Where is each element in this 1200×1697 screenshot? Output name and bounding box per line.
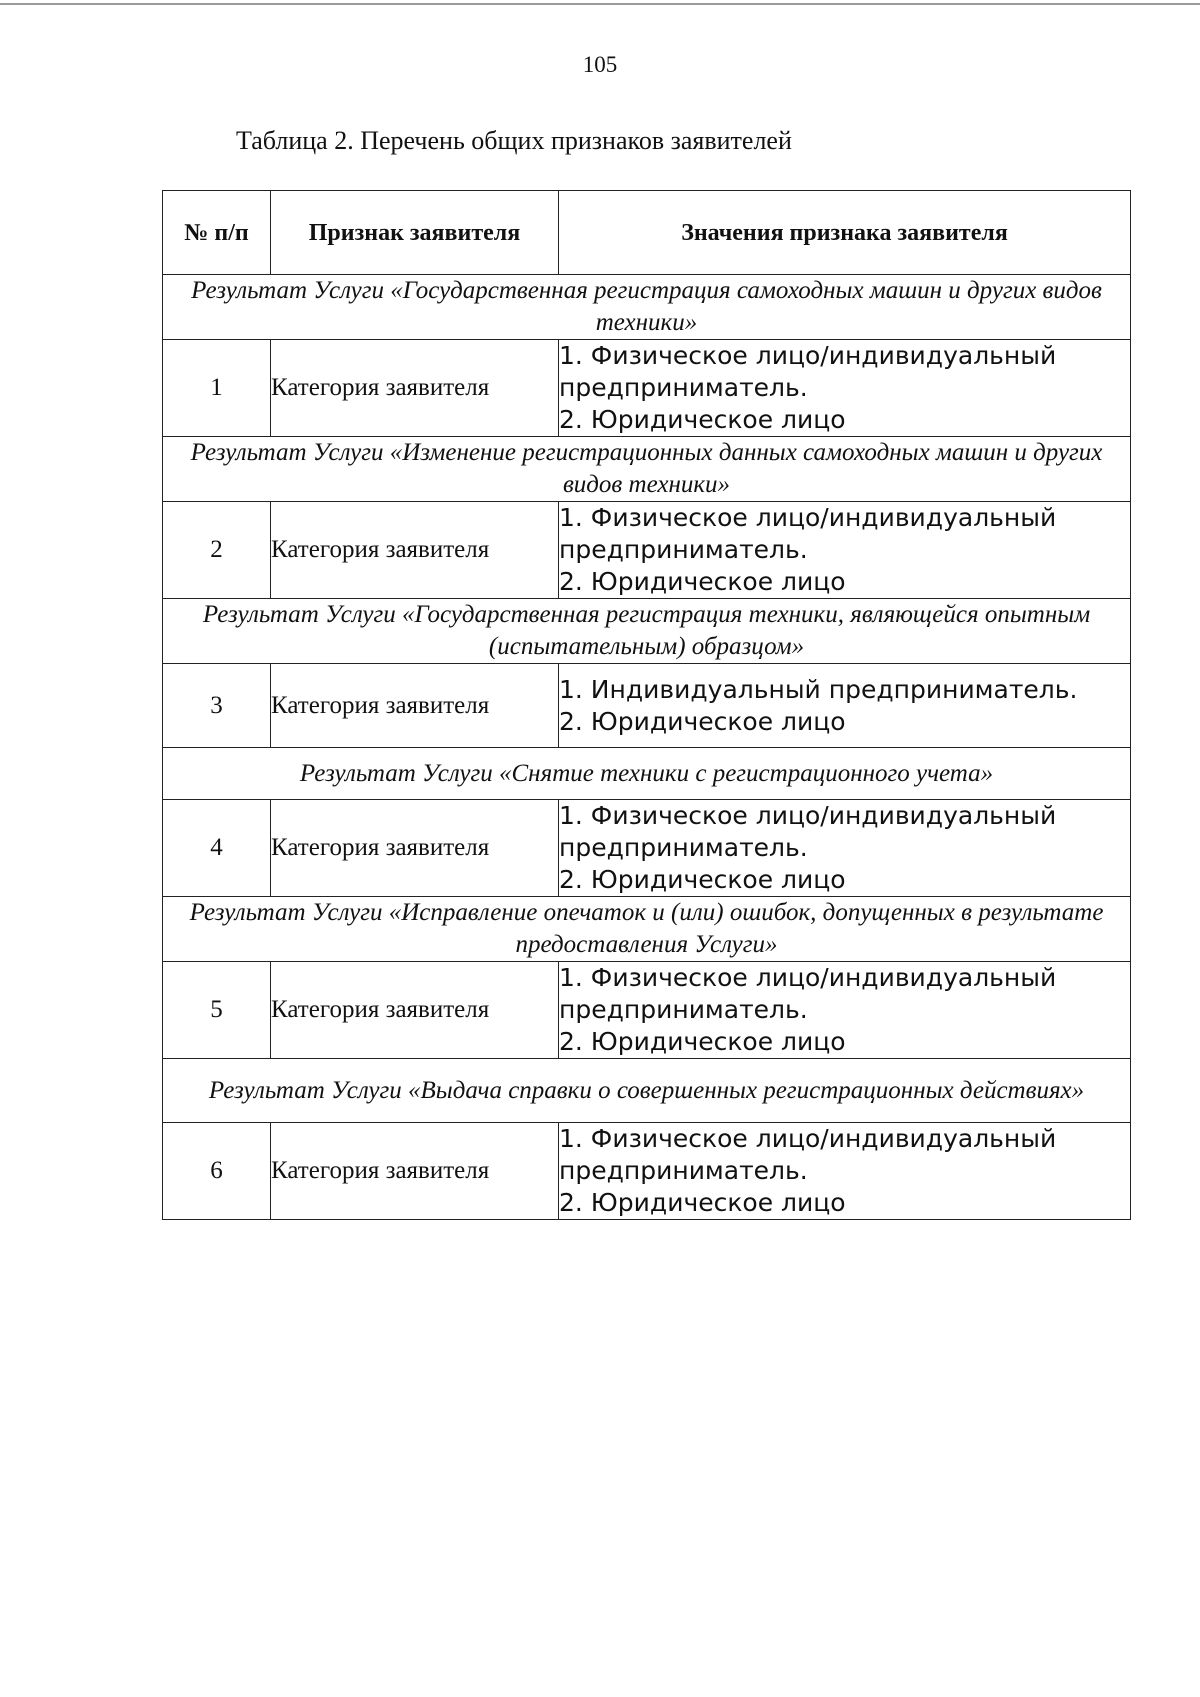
- value-line: 1. Индивидуальный предприниматель.: [559, 674, 1078, 704]
- row-number: 5: [163, 962, 271, 1059]
- row-number: 1: [163, 340, 271, 437]
- section-title-row: [163, 1059, 1131, 1123]
- row-number: 6: [163, 1123, 271, 1220]
- value-line: 2. Юридическое лицо: [559, 405, 846, 434]
- section-title-row: [163, 437, 1131, 502]
- row-values: [559, 664, 1131, 748]
- section-title: Результат Услуги «Государственная регистрация самоходных машин и других видов техники»: [163, 275, 1131, 340]
- section-title-row: [163, 275, 1131, 340]
- header-num: № п/п: [163, 191, 271, 275]
- row-number: 3: [163, 664, 271, 748]
- row-attribute: Категория заявителя: [271, 502, 559, 599]
- row-values: [559, 1123, 1131, 1220]
- row-attribute: Категория заявителя: [271, 800, 559, 897]
- row-values: [559, 340, 1131, 437]
- table-row: [163, 1123, 1131, 1220]
- value-line: 1. Физическое лицо/индивидуальный: [559, 503, 1057, 532]
- table-row: [163, 664, 1131, 748]
- value-line: 1. Физическое лицо/индивидуальный: [559, 341, 1057, 370]
- row-attribute: Категория заявителя: [271, 664, 559, 748]
- header-attribute: Признак заявителя: [271, 191, 559, 275]
- value-line: 2. Юридическое лицо: [559, 1188, 846, 1217]
- section-title: Результат Услуги «Выдача справки о совершенных регистрационных действиях»: [163, 1059, 1131, 1123]
- value-line: 2. Юридическое лицо: [559, 865, 846, 894]
- section-title: Результат Услуги «Государственная регистрация техники, являющейся опытным (испытательным) образцом»: [163, 599, 1131, 664]
- page-number: 105: [582, 52, 618, 77]
- value-line: 2. Юридическое лицо: [559, 706, 846, 736]
- section-title-row: [163, 897, 1131, 962]
- applicant-attributes-table: [162, 190, 1131, 1220]
- section-title: Результат Услуги «Изменение регистрационных данных самоходных машин и других видов техники»: [163, 437, 1131, 502]
- row-attribute: Категория заявителя: [271, 340, 559, 437]
- section-title-row: [163, 599, 1131, 664]
- row-values: [559, 800, 1131, 897]
- row-number: 2: [163, 502, 271, 599]
- header-values: Значения признака заявителя: [559, 191, 1131, 275]
- value-line: предприниматель.: [559, 1156, 808, 1185]
- table-header-row: [163, 191, 1131, 275]
- section-title-row: [163, 748, 1131, 800]
- value-line: предприниматель.: [559, 833, 808, 862]
- table-row: [163, 800, 1131, 897]
- row-values: [559, 962, 1131, 1059]
- table-row: [163, 502, 1131, 599]
- table-row: [163, 340, 1131, 437]
- section-title: Результат Услуги «Исправление опечаток и (или) ошибок, допущенных в результате предоставления Услуги»: [163, 897, 1131, 962]
- table-body: [163, 275, 1131, 1220]
- row-attribute: Категория заявителя: [271, 1123, 559, 1220]
- value-line: предприниматель.: [559, 535, 808, 564]
- value-line: 1. Физическое лицо/индивидуальный: [559, 963, 1057, 992]
- value-line: предприниматель.: [559, 373, 808, 402]
- row-number: 4: [163, 800, 271, 897]
- value-line: 1. Физическое лицо/индивидуальный: [559, 801, 1057, 830]
- row-attribute: Категория заявителя: [271, 962, 559, 1059]
- section-title: Результат Услуги «Снятие техники с регистрационного учета»: [163, 748, 1131, 800]
- table-row: [163, 962, 1131, 1059]
- table-caption: Таблица 2. Перечень общих признаков заявителей: [236, 126, 792, 155]
- value-line: 2. Юридическое лицо: [559, 567, 846, 596]
- value-line: 1. Физическое лицо/индивидуальный: [559, 1124, 1057, 1153]
- row-values: [559, 502, 1131, 599]
- value-line: предприниматель.: [559, 995, 808, 1024]
- value-line: 2. Юридическое лицо: [559, 1027, 846, 1056]
- top-edge-line: [0, 3, 1200, 5]
